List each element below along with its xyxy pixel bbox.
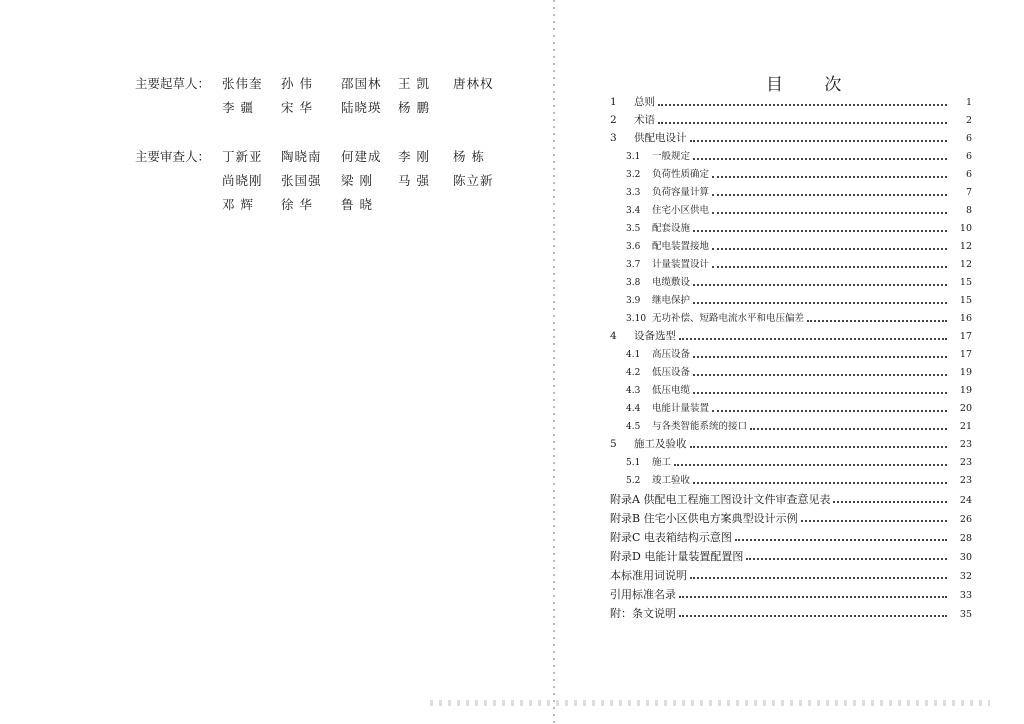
toc-leader-dots <box>750 427 947 430</box>
toc-leader-dots <box>679 595 947 598</box>
toc-entry-page: 12 <box>959 241 972 252</box>
toc-entry <box>610 346 972 364</box>
drafter-name: 孙 伟 <box>281 76 313 91</box>
toc-entry-number: 4.1 <box>626 350 641 360</box>
toc-entry-number: 4 <box>610 330 617 342</box>
toc-leader-dots <box>693 157 947 160</box>
toc-entry <box>610 454 972 472</box>
toc-entry <box>610 382 972 400</box>
toc-entry-label: 附录C 电表箱结构示意图 <box>610 531 732 544</box>
toc-leader-dots <box>690 576 947 579</box>
toc-leader-dots <box>693 481 947 484</box>
drafter-name: 王 凯 <box>398 76 430 91</box>
toc-leader-dots <box>679 337 947 340</box>
toc-entry-label: 本标准用词说明 <box>610 569 687 582</box>
drafter-name: 杨 鹏 <box>398 100 430 115</box>
toc-leader-dots <box>712 175 947 178</box>
toc-entry-number: 1 <box>610 96 617 108</box>
toc-entry-number: 3.5 <box>626 224 641 234</box>
toc-entry-page: 7 <box>965 187 972 198</box>
toc-entry-page: 23 <box>959 475 972 486</box>
toc-entry-page: 17 <box>959 349 972 360</box>
toc-leader-dots <box>658 121 947 124</box>
drafters-label: 主要起草人： <box>135 76 211 91</box>
toc-entry-number: 3.8 <box>626 278 641 288</box>
toc-entry-number: 2 <box>610 114 617 126</box>
toc-entry-page: 12 <box>959 259 972 270</box>
toc-leader-dots <box>693 301 947 304</box>
toc-entry-label: 低压设备 <box>652 367 691 378</box>
toc-entry-label: 附录D 电能计量装置配置图 <box>610 550 744 563</box>
toc-entry-page: 23 <box>959 457 972 468</box>
reviewer-name: 尚晓刚 <box>222 173 263 188</box>
toc-entry <box>610 364 972 382</box>
toc-entry-page: 8 <box>965 205 972 216</box>
reviewers-label: 主要审查人： <box>135 149 211 164</box>
drafter-name: 邵国林 <box>341 76 382 91</box>
toc-leader-dots <box>712 409 947 412</box>
toc-entry-page: 6 <box>965 151 972 162</box>
reviewer-name: 杨 栋 <box>453 149 485 164</box>
toc-entry <box>610 310 972 328</box>
toc-entry <box>610 491 972 509</box>
toc-leader-dots <box>693 283 947 286</box>
toc-entry-label: 附录B 住宅小区供电方案典型设计示例 <box>610 512 798 525</box>
toc-entry-page: 10 <box>959 223 972 234</box>
toc-entry-number: 5.2 <box>626 476 641 486</box>
toc-entry <box>610 202 972 220</box>
toc-leader-dots <box>746 557 947 560</box>
toc-entry-label: 施工及验收 <box>634 438 687 450</box>
reviewer-name: 丁新亚 <box>222 149 263 164</box>
toc-title: 目 次 <box>766 75 860 95</box>
toc-entry <box>610 292 972 310</box>
toc-entry-page: 17 <box>959 331 972 342</box>
toc-entry-number: 4.2 <box>626 368 641 378</box>
toc-entry-number: 4.3 <box>626 386 641 396</box>
toc-entry <box>610 510 972 528</box>
toc-entry-label: 配套设施 <box>652 223 691 234</box>
toc-entry <box>610 148 972 166</box>
toc-entry <box>610 418 972 436</box>
toc-entry-page: 30 <box>959 552 972 563</box>
toc-leader-dots <box>833 500 947 503</box>
toc-entry-label: 施工 <box>652 457 672 468</box>
toc-entry-label: 附：条文说明 <box>610 607 676 620</box>
reviewer-name: 张国强 <box>281 173 322 188</box>
toc-entry <box>610 436 972 454</box>
reviewer-name: 梁 刚 <box>341 173 373 188</box>
toc-entry-number: 4.5 <box>626 422 641 432</box>
toc-entry <box>610 548 972 566</box>
toc-entry <box>610 605 972 623</box>
scan-edge <box>430 700 990 706</box>
toc-entry <box>610 256 972 274</box>
reviewer-name: 邓 辉 <box>222 197 254 212</box>
toc-entry-label: 竣工验收 <box>652 475 691 486</box>
toc-entry-label: 继电保护 <box>652 295 691 306</box>
reviewer-name: 陈立新 <box>453 173 494 188</box>
toc-entry-page: 33 <box>959 590 972 601</box>
toc-entry <box>610 220 972 238</box>
toc-entry <box>610 166 972 184</box>
toc-leader-dots <box>735 538 947 541</box>
toc-entry-number: 3.1 <box>626 152 641 162</box>
toc-entry-label: 负荷性质确定 <box>652 169 710 180</box>
toc-entry-page: 28 <box>959 533 972 544</box>
toc-entry-label: 引用标准名录 <box>610 588 676 601</box>
toc-entry-page: 19 <box>959 385 972 396</box>
toc-entry-label: 住宅小区供电 <box>652 205 710 216</box>
toc-entry-page: 35 <box>959 609 972 620</box>
drafter-name: 张伟奎 <box>222 76 263 91</box>
toc-entry-number: 3.9 <box>626 296 641 306</box>
toc-entry-number: 3 <box>610 132 617 144</box>
toc-entry-label: 负荷容量计算 <box>652 187 710 198</box>
toc-entry-page: 32 <box>959 571 972 582</box>
toc-leader-dots <box>807 319 947 322</box>
toc-entry-page: 24 <box>959 495 972 506</box>
drafter-name: 陆晓瑛 <box>341 100 382 115</box>
toc-leader-dots <box>801 519 947 522</box>
toc-entry <box>610 328 972 346</box>
toc-entry-number: 3.2 <box>626 170 641 180</box>
toc-entry-number: 5.1 <box>626 458 641 468</box>
toc-entry <box>610 94 972 112</box>
toc-leader-dots <box>693 373 947 376</box>
toc-entry-number: 3.10 <box>626 314 647 324</box>
toc-entry <box>610 274 972 292</box>
toc-entry <box>610 472 972 490</box>
toc-entry-label: 供配电设计 <box>634 132 687 144</box>
toc-entry-label: 电缆敷设 <box>652 277 691 288</box>
toc-entry-page: 26 <box>959 514 972 525</box>
toc-entry-label: 电能计量装置 <box>652 403 710 414</box>
toc-leader-dots <box>693 229 947 232</box>
toc-entry <box>610 567 972 585</box>
toc-entry-page: 1 <box>965 97 972 108</box>
toc-entry-number: 3.4 <box>626 206 641 216</box>
reviewer-name: 何建成 <box>341 149 382 164</box>
toc-entry <box>610 529 972 547</box>
toc-entry-label: 无功补偿、短路电流水平和电压偏差 <box>652 313 805 324</box>
drafter-name: 唐林权 <box>453 76 494 91</box>
toc-entry-page: 23 <box>959 439 972 450</box>
toc-entry-label: 低压电缆 <box>652 385 691 396</box>
toc-entry-label: 高压设备 <box>652 349 691 360</box>
toc-entry-label: 计量装置设计 <box>652 259 710 270</box>
reviewer-name: 鲁 晓 <box>341 197 373 212</box>
toc-entry-number: 3.7 <box>626 260 641 270</box>
toc-leader-dots <box>712 265 947 268</box>
toc-leader-dots <box>693 355 947 358</box>
toc-entry-page: 2 <box>965 115 972 126</box>
toc-entry-label: 一般规定 <box>652 151 691 162</box>
toc-entry-page: 6 <box>965 169 972 180</box>
toc-entry <box>610 238 972 256</box>
toc-entry-label: 术语 <box>634 114 655 126</box>
toc-entry-page: 19 <box>959 367 972 378</box>
toc-leader-dots <box>712 211 947 214</box>
toc-entry <box>610 586 972 604</box>
toc-entry <box>610 112 972 130</box>
toc-leader-dots <box>674 463 947 466</box>
toc-entry-page: 15 <box>959 295 972 306</box>
toc-entry-page: 21 <box>959 421 972 432</box>
drafter-name: 宋 华 <box>281 100 313 115</box>
reviewer-name: 马 强 <box>398 173 430 188</box>
toc-entry-label: 与各类智能系统的接口 <box>652 421 748 432</box>
toc-entry-number: 3.6 <box>626 242 641 252</box>
toc-entry-page: 16 <box>959 313 972 324</box>
toc-entry <box>610 130 972 148</box>
toc-leader-dots <box>712 193 947 196</box>
toc-entry <box>610 400 972 418</box>
reviewer-name: 徐 华 <box>281 197 313 212</box>
toc-entry-page: 20 <box>959 403 972 414</box>
toc-leader-dots <box>693 391 947 394</box>
toc-entry-number: 4.4 <box>626 404 641 414</box>
page-gutter <box>553 0 555 724</box>
toc-entry <box>610 184 972 202</box>
toc-entry-page: 6 <box>965 133 972 144</box>
toc-leader-dots <box>690 139 948 142</box>
toc-entry-label: 设备选型 <box>634 330 676 342</box>
toc-entry-label: 总则 <box>634 96 655 108</box>
toc-entry-number: 3.3 <box>626 188 641 198</box>
drafter-name: 李 疆 <box>222 100 254 115</box>
toc-entry-page: 15 <box>959 277 972 288</box>
toc-leader-dots <box>658 103 947 106</box>
toc-leader-dots <box>690 445 948 448</box>
toc-entry-label: 配电装置接地 <box>652 241 710 252</box>
toc-entry-number: 5 <box>610 438 617 450</box>
reviewer-name: 李 刚 <box>398 149 430 164</box>
reviewer-name: 陶晓南 <box>281 149 322 164</box>
toc-leader-dots <box>679 614 947 617</box>
toc-leader-dots <box>712 247 947 250</box>
toc-entry-label: 附录A 供配电工程施工图设计文件审查意见表 <box>610 493 831 506</box>
